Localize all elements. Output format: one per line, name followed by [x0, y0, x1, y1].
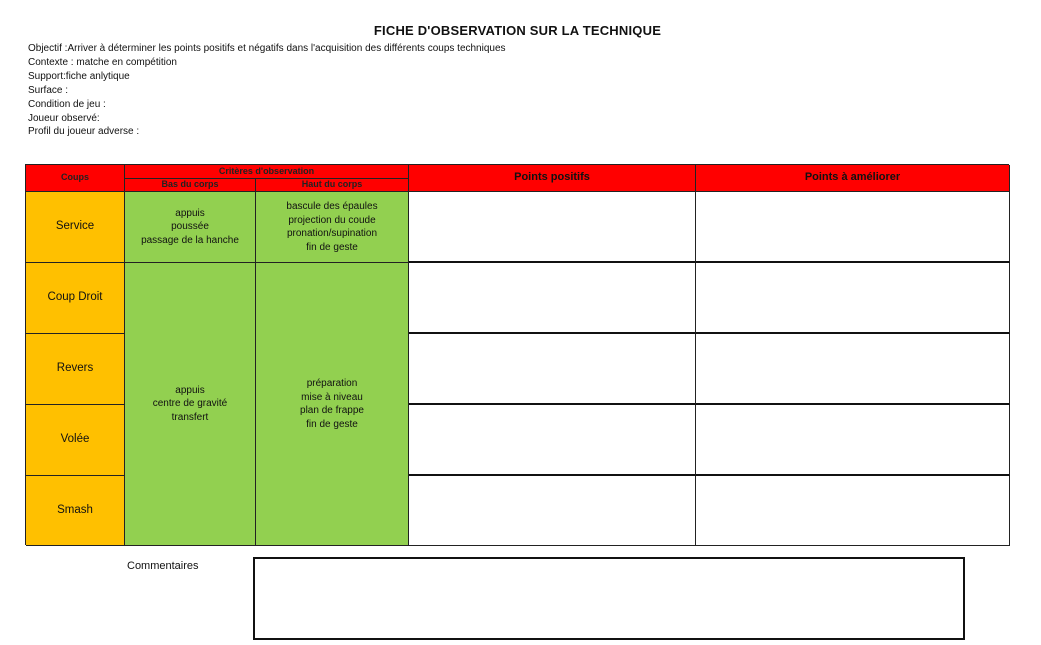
criterion-text: pronation/supination [286, 228, 378, 239]
observation-table [25, 164, 1009, 545]
header-points-a-ameliorer: Points à améliorer [696, 165, 1010, 192]
criterion-text: bascule des épaules [286, 201, 378, 212]
criterion-text: fin de geste [306, 418, 358, 430]
meta-surface: Surface : [28, 84, 69, 96]
comments-label: Commentaires [127, 560, 199, 572]
meta-profil: Profil du joueur adverse : [28, 126, 140, 138]
criterion-text: passage de la hanche [141, 234, 239, 246]
criterion-text: transfert [171, 411, 209, 423]
criterion-text: appuis [175, 384, 205, 396]
smash-points-positifs[interactable] [409, 476, 696, 546]
meta-condition: Condition de jeu : [28, 98, 106, 110]
criterion-text: poussée [171, 221, 209, 233]
strokes-bas-du-corps [125, 263, 256, 546]
header-haut-du-corps: Haut du corps [256, 179, 409, 192]
criterion-text: appuis [175, 207, 205, 219]
header-points-positifs: Points positifs [409, 165, 696, 192]
service-haut-du-corps [256, 192, 409, 263]
meta-joueur: Joueur observé: [28, 112, 100, 124]
revers-points-a-ameliorer[interactable] [696, 334, 1010, 405]
strokes-haut-du-corps [256, 263, 409, 546]
meta-contexte: Contexte : matche en compétition [28, 56, 177, 68]
coup-droit-points-a-ameliorer[interactable] [696, 263, 1010, 334]
row-label-service: Service [26, 192, 125, 263]
service-points-positifs[interactable] [409, 192, 696, 263]
criterion-text: préparation [306, 378, 358, 389]
volee-points-positifs[interactable] [409, 405, 696, 476]
header-coups: Coups [26, 165, 125, 192]
sheet-title: FICHE D'OBSERVATION SUR LA TECHNIQUE [373, 23, 662, 38]
header-bas-du-corps: Bas du corps [125, 179, 256, 192]
meta-support: Support:fiche anlytique [28, 70, 130, 82]
meta-block [28, 42, 506, 139]
coup-droit-points-positifs[interactable] [409, 263, 696, 334]
criterion-text: plan de frappe [300, 405, 364, 416]
row-label-revers: Revers [26, 334, 125, 405]
comments-box[interactable] [253, 557, 965, 640]
criterion-text: fin de geste [306, 241, 358, 253]
row-label-volee: Volée [26, 405, 125, 476]
smash-points-a-ameliorer[interactable] [696, 476, 1010, 546]
header-criteres: Critères d'observation [125, 165, 409, 179]
meta-objectif: Objectif :Arriver à déterminer les points positifs et négatifs dans l'acquisition des différents coups techniques [28, 43, 506, 54]
criterion-text: mise à niveau [301, 391, 363, 403]
revers-points-positifs[interactable] [409, 334, 696, 405]
service-points-a-ameliorer[interactable] [696, 192, 1010, 263]
criterion-text: centre de gravité [152, 398, 228, 410]
service-bas-du-corps [125, 192, 256, 263]
volee-points-a-ameliorer[interactable] [696, 405, 1010, 476]
row-label-coup-droit: Coup Droit [26, 263, 125, 334]
row-label-smash: Smash [26, 476, 125, 546]
criterion-text: projection du coude [288, 214, 376, 226]
